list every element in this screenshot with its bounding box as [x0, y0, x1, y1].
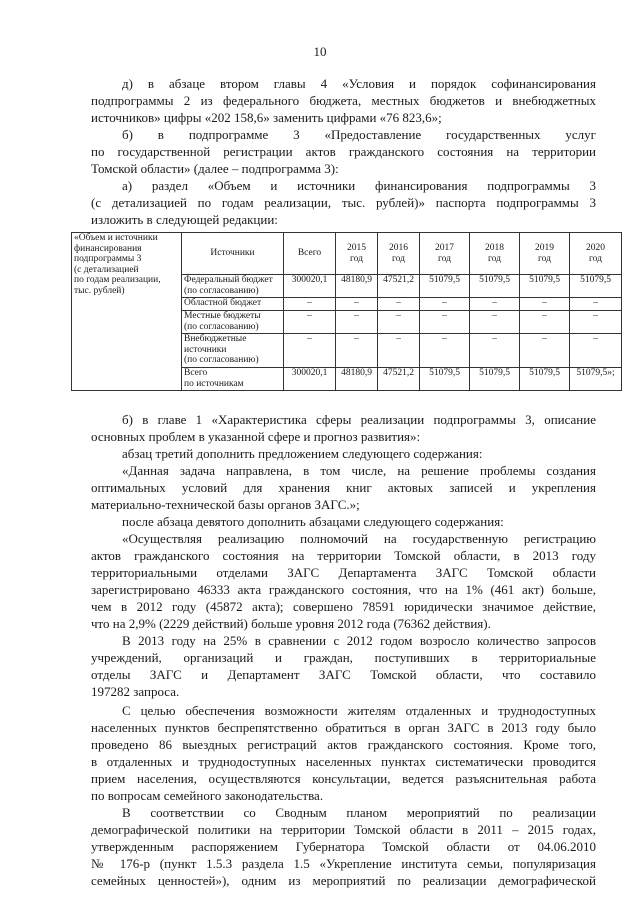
- cell-value: –: [520, 334, 570, 368]
- table-side-label: «Объем и источники финансирования подпрограммы 3 (с детализацией по годам реализации, тыс. рублей): [72, 233, 182, 391]
- body-line: «Осуществляя реализацию полномочий на государственную регистрацию: [122, 531, 596, 546]
- cell-value: 48180,9: [336, 275, 378, 298]
- cell-value: 51079,5: [470, 275, 520, 298]
- row-label: Внебюджетные источники (по согласованию): [182, 334, 284, 368]
- cell-value: –: [420, 311, 470, 334]
- page-number: 10: [313, 44, 327, 59]
- cell-value: –: [470, 298, 520, 311]
- header-year-2018: 2018 год: [470, 233, 520, 275]
- intro-line: (с детализацией по годам реализации, тыс. рублей)» паспорта подпрограммы 3: [91, 195, 596, 210]
- body-line: что на 2,9% (2229 действий) больше уровня 2012 года (76362 действия).: [91, 616, 491, 631]
- cell-value: –: [336, 334, 378, 368]
- header-year-2019: 2019 год: [520, 233, 570, 275]
- body-line: С целью обеспечения возможности жителям отдаленных и труднодоступных: [122, 703, 596, 718]
- header-year-2016: 2016 год: [378, 233, 420, 275]
- cell-value: –: [336, 298, 378, 311]
- funding-table: [71, 232, 622, 391]
- row-label: Федеральный бюджет (по согласованию): [182, 275, 284, 298]
- body-line: прием населения, осуществляются консультации, ведется разъяснительная работа: [91, 771, 596, 786]
- body-line: проведено 86 выездных регистраций актов гражданского состояния. Кроме того,: [91, 737, 596, 752]
- body-line: утвержденным распоряжением Губернатора Томской области от 04.06.2010: [91, 839, 596, 854]
- row-total: –: [284, 334, 336, 368]
- body-line: «Данная задача направлена, в том числе, на решение проблемы создания: [122, 463, 596, 478]
- cell-value: 48180,9: [336, 368, 378, 391]
- body-line: абзац третий дополнить предложением следующего содержания:: [122, 446, 483, 461]
- cell-value: –: [336, 311, 378, 334]
- row-label: Местные бюджеты (по согласованию): [182, 311, 284, 334]
- cell-value: –: [378, 298, 420, 311]
- row-label: Областной бюджет: [182, 298, 284, 311]
- cell-value: –: [570, 334, 622, 368]
- cell-value: 51079,5: [420, 368, 470, 391]
- body-line: отделы ЗАГС и Департамент ЗАГС Томской области, что составило: [91, 667, 596, 682]
- body-line: по вопросам семейного законодательства.: [91, 788, 324, 803]
- cell-value: –: [520, 298, 570, 311]
- body-line: оптимальных условий для хранения книг актовых записей и укрепления: [91, 480, 596, 495]
- cell-value: –: [470, 334, 520, 368]
- body-line: материально-технической базы органов ЗАГС.»;: [91, 497, 360, 512]
- body-line: чем в 2012 году (45872 акта); совершено 78591 юридически значимое действие,: [91, 599, 596, 614]
- cell-value: –: [470, 311, 520, 334]
- body-line: территориальными отделами ЗАГС Департамента ЗАГС Томской области: [91, 565, 596, 580]
- cell-value: –: [378, 311, 420, 334]
- intro-line: по государственной регистрации актов гражданского состояния на территории: [91, 144, 596, 159]
- body-line: В соответствии со Сводным планом мероприятий по реализации: [122, 805, 596, 820]
- body-line: в отдаленных и труднодоступных населенных пунктах систематически проводится: [91, 754, 596, 769]
- cell-value: –: [420, 334, 470, 368]
- body-line: б) в главе 1 «Характеристика сферы реализации подпрограммы 3, описание: [122, 412, 596, 427]
- body-line: В 2013 году на 25% в сравнении с 2012 годом возросло количество запросов: [122, 633, 596, 648]
- body-line: основных проблем в указанной сфере и прогноз развития»:: [91, 429, 421, 444]
- row-total: –: [284, 298, 336, 311]
- cell-value: 51079,5: [470, 368, 520, 391]
- header-total: Всего: [284, 233, 336, 275]
- cell-value: –: [420, 298, 470, 311]
- row-total: –: [284, 311, 336, 334]
- row-label: Всего по источникам: [182, 368, 284, 391]
- header-sources: Источники: [182, 233, 284, 275]
- cell-value: 51079,5: [420, 275, 470, 298]
- cell-value: 51079,5»;: [570, 368, 622, 391]
- cell-value: 51079,5: [520, 275, 570, 298]
- row-total: 300020,1: [284, 368, 336, 391]
- intro-line: подпрограммы 2 из федерального бюджета, местных бюджетов и внебюджетных: [91, 93, 596, 108]
- intro-line: источников» цифры «202 158,6» заменить цифрами «76 823,6»;: [91, 110, 442, 125]
- cell-value: –: [570, 298, 622, 311]
- body-line: населенных пунктов беспрепятственно обратиться в орган ЗАГС в 2013 году было: [91, 720, 596, 735]
- intro-line: б) в подпрограмме 3 «Предоставление государственных услуг: [122, 127, 596, 142]
- cell-value: –: [570, 311, 622, 334]
- body-line: семейных ценностей»), одним из мероприятий по реализации демографической: [91, 873, 596, 888]
- header-year-2017: 2017 год: [420, 233, 470, 275]
- body-line: после абзаца девятого дополнить абзацами следующего содержания:: [122, 514, 504, 529]
- body-line: № 176-р (пункт 1.5.3 раздела 1.5 «Укрепление института семьи, популяризация: [91, 856, 596, 871]
- cell-value: 51079,5: [520, 368, 570, 391]
- body-line: учреждений, организаций и граждан, поступивших в территориальные: [91, 650, 596, 665]
- header-year-2015: 2015 год: [336, 233, 378, 275]
- cell-value: 47521,2: [378, 275, 420, 298]
- body-line: демографической политики на территории Томской области в 2011 – 2015 годах,: [91, 822, 596, 837]
- body-line: актов гражданского состояния на территории Томской области, в 2013 году: [91, 548, 596, 563]
- cell-value: 47521,2: [378, 368, 420, 391]
- cell-value: 51079,5: [570, 275, 622, 298]
- row-total: 300020,1: [284, 275, 336, 298]
- body-line: 197282 запроса.: [91, 684, 180, 699]
- intro-line: изложить в следующей редакции:: [91, 212, 278, 227]
- cell-value: –: [520, 311, 570, 334]
- intro-line: д) в абзаце втором главы 4 «Условия и порядок софинансирования: [122, 76, 596, 91]
- intro-line: Томской области» (далее – подпрограмма 3):: [91, 161, 339, 176]
- header-year-2020: 2020 год: [570, 233, 622, 275]
- intro-line: а) раздел «Объем и источники финансирования подпрограммы 3: [122, 178, 596, 193]
- cell-value: –: [378, 334, 420, 368]
- body-line: зарегистрировано 46333 акта гражданского состояния, что на 1% (461 акт) больше,: [91, 582, 596, 597]
